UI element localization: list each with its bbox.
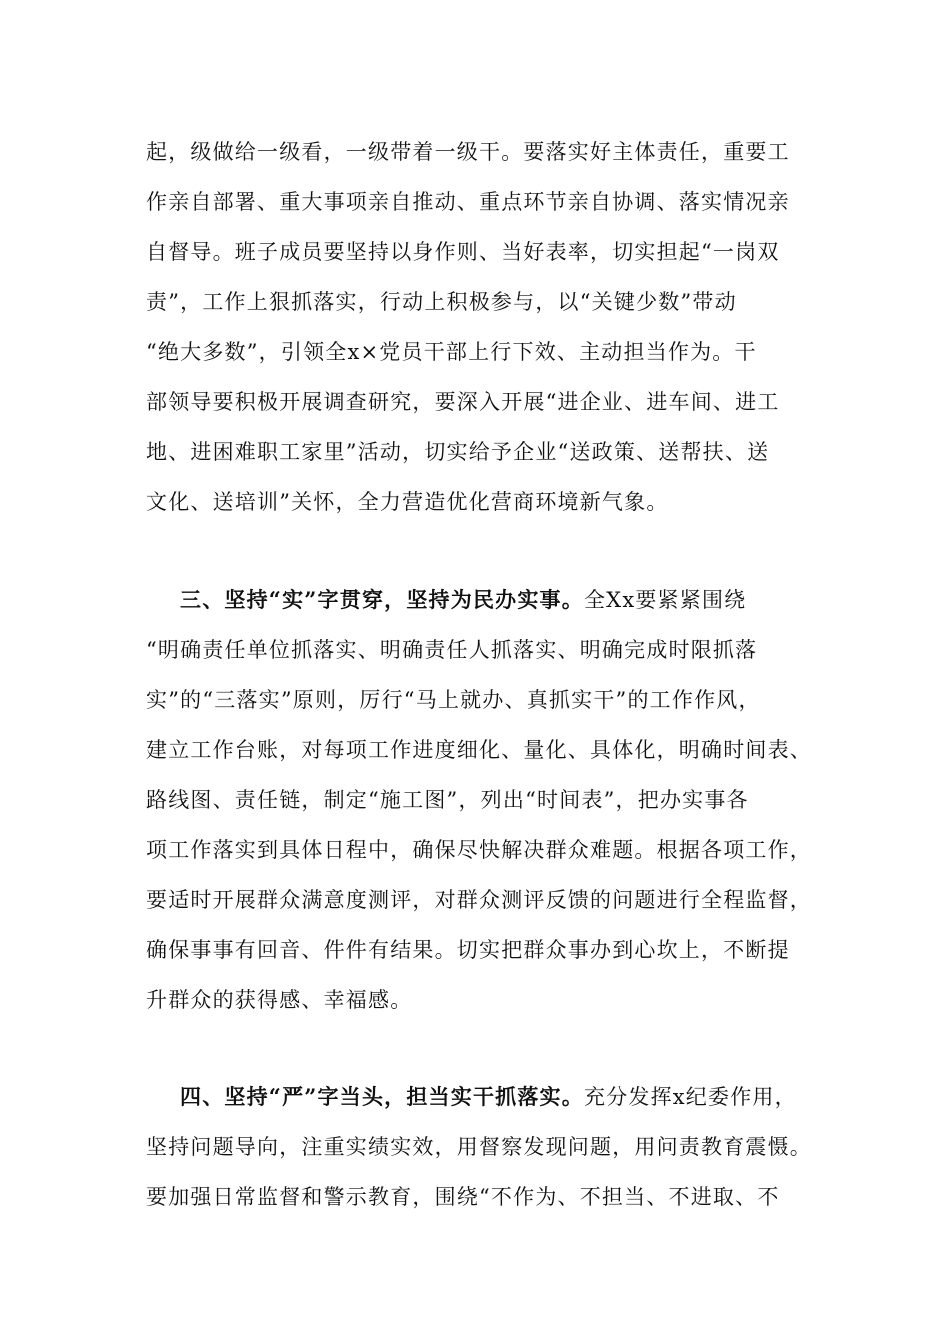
text-line: 坚持问题导向，注重实绩实效，用督察发现问题，用问责教育震慑。 — [146, 1135, 812, 1159]
text-line: 作亲自部署、重大事项亲自推动、重点环节亲自协调、落实情况亲 — [146, 190, 790, 214]
text-line: 文化、送培训”关怀，全力营造优化营商环境新气象。 — [146, 490, 669, 514]
section-heading: 四、坚持“严”字当头，担当实干抓落实。 — [180, 1084, 584, 1109]
section-heading: 三、坚持“实”字贯穿，坚持为民办实事。 — [180, 587, 584, 612]
text-line: 自督导。班子成员要坚持以身作则、当好表率，切实担起“一岗双 — [146, 240, 780, 264]
text-line: 实”的“三落实”原则，厉行“马上就办、真抓实干”的工作作风， — [146, 688, 761, 712]
text-line: 确保事事有回音、件件有结果。切实把群众事办到心坎上，不断提 — [146, 938, 790, 962]
text-line: 地、进困难职工家里”活动，切实给予企业“送政策、送帮扶、送 — [146, 440, 770, 464]
section-first-line — [146, 1072, 826, 1122]
text-line: 要适时开展群众满意度测评，对群众测评反馈的问题进行全程监督， — [146, 888, 812, 912]
text-line: 路线图、责任链，制定“施工图”，列出“时间表”，把办实事各 — [146, 788, 749, 812]
section-first-line-text: 充分发挥x纪委作用， — [583, 1085, 797, 1109]
paragraph-continuation — [146, 127, 826, 527]
text-line: 责”，工作上狠抓落实，行动上积极参与，以“关键少数”带动 — [146, 290, 737, 314]
text-line: 建立工作台账，对每项工作进度细化、量化、具体化，明确时间表、 — [146, 738, 812, 762]
section-first-line-text: 全Xx要紧紧围绕 — [583, 588, 747, 612]
text-line: 项工作落实到具体日程中，确保尽快解决群众难题。根据各项工作， — [146, 838, 812, 862]
text-line: 起，级做给一级看，一级带着一级干。要落实好主体责任，重要工 — [146, 140, 790, 164]
text-line: 要加强日常监督和警示教育，围绕“不作为、不担当、不进取、不 — [146, 1185, 780, 1209]
section-three-paragraph — [146, 575, 826, 1025]
section-first-line — [146, 575, 826, 625]
section-four-paragraph — [146, 1072, 826, 1222]
text-line: 部领导要积极开展调查研究，要深入开展“进企业、进车间、进工 — [146, 390, 780, 414]
text-line: “绝大多数”，引领全x×党员干部上行下效、主动担当作为。干 — [146, 340, 757, 364]
text-line: “明确责任单位抓落实、明确责任人抓落实、明确完成时限抓落 — [146, 638, 758, 662]
text-line: 升群众的获得感、幸福感。 — [146, 988, 413, 1012]
